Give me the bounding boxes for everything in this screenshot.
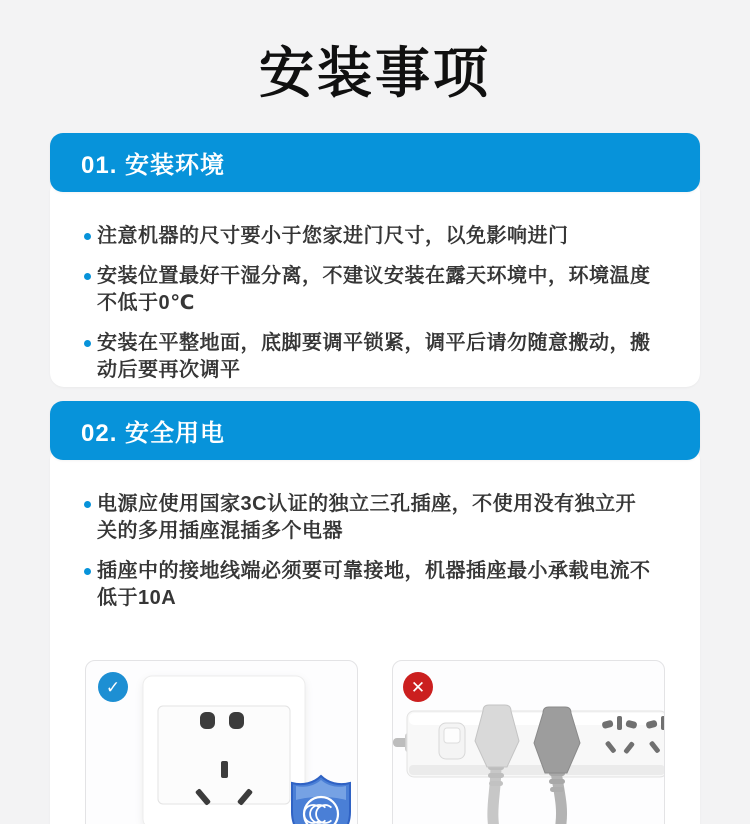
bullet-dot — [84, 501, 91, 508]
socket-hole — [200, 712, 215, 729]
list-item — [97, 263, 655, 317]
list-item-text: 安装位置最好干湿分离，不建议安装在露天环境中，环境温度不低于0℃ — [97, 265, 651, 314]
socket-hole — [229, 712, 244, 729]
list-item — [97, 491, 655, 545]
example-panel-correct — [85, 660, 358, 824]
bullet-dot — [84, 273, 91, 280]
bullet-dot — [84, 233, 91, 240]
cable-grommet — [489, 781, 503, 786]
list-item-text: 注意机器的尺寸要小于您家进门尺寸，以免影响进门 — [97, 225, 569, 247]
page-title: 安装事项 — [258, 42, 491, 104]
example-panel-wrong — [392, 660, 665, 824]
strip-switch-rocker — [444, 728, 460, 743]
list-item — [97, 558, 655, 612]
section-install-environment — [50, 133, 700, 387]
list-item — [97, 223, 655, 250]
section-2-header-label: 02. 安全用电 — [81, 420, 226, 447]
list-item — [97, 330, 655, 384]
example-panels — [85, 660, 665, 824]
power-strip-illustration — [393, 661, 665, 824]
section-electrical-safety — [50, 401, 700, 824]
cable-grommet — [550, 787, 564, 792]
ccc-shield-icon — [292, 776, 350, 824]
section-1-header-label: 01. 安装环境 — [81, 152, 226, 179]
plug-cable — [556, 771, 562, 824]
socket-earth-hole — [221, 761, 228, 778]
check-icon: ✓ — [98, 672, 128, 702]
cable-grommet — [549, 779, 565, 784]
socket-recess — [158, 706, 290, 804]
list-item-text: 安装在平整地面，底脚要调平锁紧，调平后请勿随意搬动，搬动后要再次调平 — [97, 332, 651, 381]
section-1-header — [50, 133, 700, 192]
section-2-header — [50, 401, 700, 460]
strip-shadow — [409, 765, 665, 775]
cable-grommet — [488, 773, 504, 778]
list-item-text: 插座中的接地线端必须要可靠接地，机器插座最小承载电流不低于10A — [97, 560, 651, 609]
bullet-dot — [84, 568, 91, 575]
cross-icon: ✕ — [403, 672, 433, 702]
bullet-dot — [84, 340, 91, 347]
section-2-body — [50, 446, 700, 824]
list-item-text: 电源应使用国家3C认证的独立三孔插座，不使用没有独立开关的多用插座混插多个电器 — [97, 493, 637, 542]
section-1-body — [50, 178, 700, 387]
